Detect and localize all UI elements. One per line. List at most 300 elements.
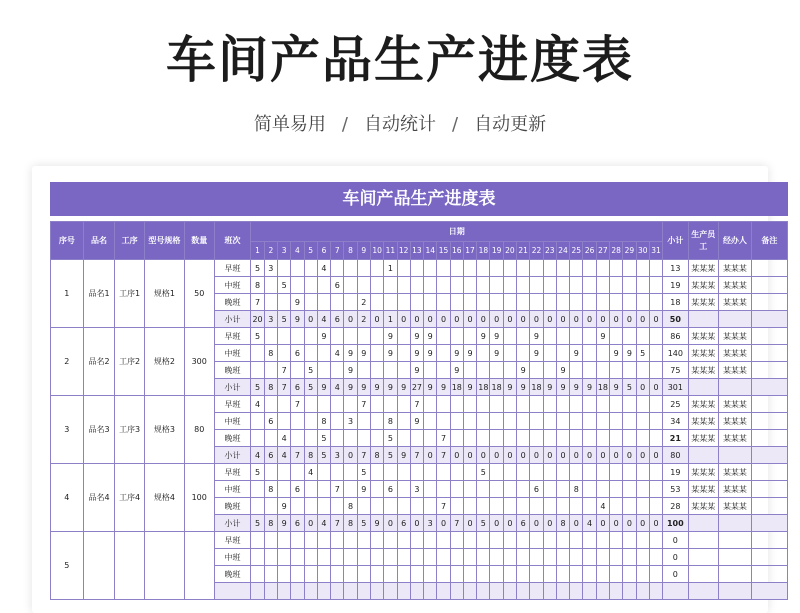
cell-day-value bbox=[304, 260, 317, 277]
cell-day-value bbox=[583, 566, 596, 583]
cell-day-value: 3 bbox=[331, 447, 344, 464]
cell-day-value: 0 bbox=[570, 311, 583, 328]
cell-day-value: 8 bbox=[264, 379, 277, 396]
cell-day-value: 9 bbox=[450, 345, 463, 362]
cell-day-value bbox=[331, 583, 344, 600]
header-day: 15 bbox=[437, 242, 450, 260]
cell-day-value bbox=[503, 430, 516, 447]
cell-day-value bbox=[277, 583, 290, 600]
cell-day-value bbox=[477, 396, 490, 413]
cell-handler: 某某某 bbox=[719, 294, 752, 311]
cell-day-value bbox=[317, 277, 330, 294]
cell-day-value bbox=[530, 396, 543, 413]
cell-day-value: 9 bbox=[424, 345, 437, 362]
cell-day-value bbox=[397, 498, 410, 515]
cell-day-value bbox=[424, 481, 437, 498]
cell-day-value: 0 bbox=[583, 447, 596, 464]
cell-remark bbox=[751, 532, 787, 549]
cell-day-value: 4 bbox=[304, 464, 317, 481]
cell-day-value bbox=[424, 549, 437, 566]
cell-day-value bbox=[317, 549, 330, 566]
cell-day-value bbox=[636, 328, 649, 345]
cell-day-value bbox=[463, 396, 476, 413]
cell-day-value bbox=[357, 328, 370, 345]
cell-day-value bbox=[291, 464, 304, 481]
cell-day-value: 0 bbox=[490, 515, 503, 532]
cell-day-value bbox=[397, 345, 410, 362]
cell-day-value bbox=[490, 413, 503, 430]
cell-day-value bbox=[251, 549, 264, 566]
header-process: 工序 bbox=[115, 222, 145, 260]
cell-day-value bbox=[610, 396, 623, 413]
cell-day-value bbox=[463, 328, 476, 345]
cell-day-value bbox=[517, 260, 530, 277]
cell-day-value: 0 bbox=[503, 311, 516, 328]
cell-day-value bbox=[397, 566, 410, 583]
cell-day-value bbox=[570, 328, 583, 345]
cell-day-value bbox=[517, 583, 530, 600]
header-day: 25 bbox=[570, 242, 583, 260]
header-day: 6 bbox=[317, 242, 330, 260]
cell-day-value bbox=[556, 328, 569, 345]
cell-day-value bbox=[450, 532, 463, 549]
cell-day-value bbox=[503, 413, 516, 430]
cell-day-value bbox=[251, 430, 264, 447]
cell-day-value bbox=[370, 362, 383, 379]
cell-day-value: 9 bbox=[530, 345, 543, 362]
cell-day-value: 5 bbox=[477, 515, 490, 532]
cell-handler: 某某某 bbox=[719, 430, 752, 447]
cell-day-value bbox=[437, 260, 450, 277]
cell-day-value bbox=[583, 260, 596, 277]
cell-day-value bbox=[570, 583, 583, 600]
cell-day-value bbox=[410, 583, 423, 600]
cell-day-value: 0 bbox=[556, 311, 569, 328]
cell-day-value: 9 bbox=[397, 379, 410, 396]
cell-day-value: 8 bbox=[264, 481, 277, 498]
header-day: 23 bbox=[543, 242, 556, 260]
cell-day-value: 0 bbox=[410, 515, 423, 532]
cell-day-value bbox=[610, 464, 623, 481]
cell-day-value bbox=[649, 549, 662, 566]
cell-day-value bbox=[556, 549, 569, 566]
cell-handler bbox=[719, 566, 752, 583]
cell-day-value bbox=[570, 260, 583, 277]
cell-shift: 中班 bbox=[214, 549, 251, 566]
cell-day-value bbox=[530, 294, 543, 311]
cell-day-value: 6 bbox=[291, 515, 304, 532]
cell-day-value: 4 bbox=[331, 345, 344, 362]
cell-day-value bbox=[649, 583, 662, 600]
cell-day-value: 0 bbox=[424, 311, 437, 328]
cell-day-value: 7 bbox=[357, 447, 370, 464]
cell-day-value bbox=[623, 362, 636, 379]
cell-day-value bbox=[583, 532, 596, 549]
cell-day-value bbox=[317, 362, 330, 379]
cell-day-value bbox=[610, 549, 623, 566]
table-row bbox=[51, 260, 788, 277]
cell-day-value bbox=[450, 566, 463, 583]
cell-day-value: 3 bbox=[264, 260, 277, 277]
cell-day-value bbox=[503, 362, 516, 379]
cell-day-value: 0 bbox=[556, 447, 569, 464]
cell-shift: 中班 bbox=[214, 413, 251, 430]
cell-day-value bbox=[530, 583, 543, 600]
cell-day-value bbox=[304, 583, 317, 600]
cell-day-value: 2 bbox=[357, 311, 370, 328]
cell-day-value bbox=[623, 328, 636, 345]
cell-day-value: 9 bbox=[463, 379, 476, 396]
cell-day-value bbox=[649, 430, 662, 447]
cell-handler: 某某某 bbox=[719, 277, 752, 294]
cell-day-value bbox=[410, 430, 423, 447]
cell-day-value bbox=[277, 532, 290, 549]
cell-day-value: 3 bbox=[424, 515, 437, 532]
cell-day-value: 8 bbox=[264, 515, 277, 532]
cell-remark bbox=[751, 277, 787, 294]
cell-day-value bbox=[477, 532, 490, 549]
cell-day-value bbox=[649, 481, 662, 498]
cell-day-value: 9 bbox=[397, 447, 410, 464]
cell-day-value bbox=[331, 260, 344, 277]
cell-day-value bbox=[277, 260, 290, 277]
cell-day-value bbox=[463, 481, 476, 498]
cell-day-value: 0 bbox=[649, 379, 662, 396]
cell-day-value: 18 bbox=[530, 379, 543, 396]
cell-total: 80 bbox=[663, 447, 688, 464]
cell-day-value bbox=[490, 549, 503, 566]
cell-day-value: 0 bbox=[543, 515, 556, 532]
cell-day-value: 18 bbox=[477, 379, 490, 396]
cell-day-value bbox=[570, 464, 583, 481]
cell-day-value: 6 bbox=[517, 515, 530, 532]
cell-day-value bbox=[583, 583, 596, 600]
cell-shift: 早班 bbox=[214, 396, 251, 413]
cell-shift: 小计 bbox=[214, 311, 251, 328]
cell-day-value bbox=[384, 277, 397, 294]
cell-day-value bbox=[596, 549, 609, 566]
cell-day-value bbox=[477, 566, 490, 583]
cell-day-value bbox=[357, 583, 370, 600]
cell-day-value bbox=[331, 396, 344, 413]
cell-shift: 中班 bbox=[214, 277, 251, 294]
table-row bbox=[51, 396, 788, 413]
cell-day-value bbox=[636, 294, 649, 311]
cell-day-value bbox=[264, 566, 277, 583]
cell-day-value: 5 bbox=[251, 328, 264, 345]
cell-remark bbox=[751, 583, 787, 600]
progress-table bbox=[50, 221, 788, 600]
cell-day-value bbox=[437, 583, 450, 600]
cell-day-value bbox=[517, 413, 530, 430]
cell-day-value bbox=[397, 430, 410, 447]
cell-total: 0 bbox=[663, 532, 688, 549]
cell-day-value: 0 bbox=[596, 311, 609, 328]
cell-day-value bbox=[623, 566, 636, 583]
cell-day-value bbox=[570, 430, 583, 447]
cell-worker: 某某某 bbox=[688, 481, 719, 498]
cell-day-value: 5 bbox=[317, 430, 330, 447]
cell-day-value: 0 bbox=[437, 311, 450, 328]
cell-day-value: 0 bbox=[490, 311, 503, 328]
cell-day-value bbox=[583, 396, 596, 413]
cell-day-value bbox=[517, 294, 530, 311]
cell-spec: 规格4 bbox=[144, 464, 184, 532]
cell-day-value bbox=[596, 464, 609, 481]
cell-day-value bbox=[490, 260, 503, 277]
cell-day-value bbox=[424, 396, 437, 413]
cell-day-value: 8 bbox=[344, 515, 357, 532]
cell-day-value bbox=[583, 413, 596, 430]
cell-day-value bbox=[556, 532, 569, 549]
cell-day-value: 7 bbox=[437, 498, 450, 515]
cell-day-value bbox=[370, 328, 383, 345]
header-day: 24 bbox=[556, 242, 569, 260]
cell-day-value bbox=[291, 532, 304, 549]
cell-handler bbox=[719, 549, 752, 566]
cell-day-value: 8 bbox=[344, 498, 357, 515]
cell-spec: 规格1 bbox=[144, 260, 184, 328]
cell-day-value: 0 bbox=[463, 515, 476, 532]
cell-day-value bbox=[556, 430, 569, 447]
cell-day-value bbox=[251, 498, 264, 515]
cell-day-value bbox=[596, 277, 609, 294]
cell-day-value bbox=[583, 328, 596, 345]
cell-day-value bbox=[344, 277, 357, 294]
header-day: 14 bbox=[424, 242, 437, 260]
cell-day-value bbox=[317, 481, 330, 498]
cell-day-value: 0 bbox=[503, 447, 516, 464]
cell-day-value bbox=[570, 362, 583, 379]
cell-day-value bbox=[370, 532, 383, 549]
cell-day-value: 0 bbox=[649, 447, 662, 464]
cell-day-value bbox=[384, 549, 397, 566]
cell-day-value bbox=[291, 498, 304, 515]
header-day: 27 bbox=[596, 242, 609, 260]
cell-day-value bbox=[649, 294, 662, 311]
cell-day-value: 5 bbox=[623, 379, 636, 396]
cell-day-value bbox=[251, 566, 264, 583]
cell-shift: 小计 bbox=[214, 379, 251, 396]
cell-day-value bbox=[251, 362, 264, 379]
cell-day-value: 9 bbox=[317, 379, 330, 396]
cell-day-value bbox=[596, 294, 609, 311]
cell-day-value bbox=[463, 549, 476, 566]
cell-day-value bbox=[503, 532, 516, 549]
cell-day-value: 6 bbox=[291, 481, 304, 498]
cell-remark bbox=[751, 481, 787, 498]
cell-day-value bbox=[397, 294, 410, 311]
tag-separator: / bbox=[341, 114, 348, 135]
cell-remark bbox=[751, 498, 787, 515]
cell-day-value: 7 bbox=[251, 294, 264, 311]
cell-handler bbox=[719, 515, 752, 532]
cell-day-value bbox=[331, 566, 344, 583]
cell-day-value: 9 bbox=[477, 328, 490, 345]
cell-day-value bbox=[304, 294, 317, 311]
cell-day-value bbox=[384, 464, 397, 481]
cell-day-value bbox=[543, 498, 556, 515]
cell-day-value: 6 bbox=[384, 481, 397, 498]
header-day: 12 bbox=[397, 242, 410, 260]
spreadsheet-preview bbox=[32, 166, 778, 613]
cell-day-value bbox=[490, 532, 503, 549]
cell-day-value bbox=[264, 430, 277, 447]
cell-worker bbox=[688, 515, 719, 532]
page-title: 车间产品生产进度表 bbox=[166, 31, 634, 89]
cell-day-value: 9 bbox=[317, 328, 330, 345]
cell-day-value: 0 bbox=[450, 447, 463, 464]
cell-handler: 某某某 bbox=[719, 260, 752, 277]
cell-shift bbox=[214, 583, 251, 600]
cell-day-value bbox=[477, 345, 490, 362]
cell-day-value bbox=[490, 583, 503, 600]
cell-day-value: 0 bbox=[477, 447, 490, 464]
cell-day-value bbox=[517, 396, 530, 413]
header-day: 1 bbox=[251, 242, 264, 260]
cell-day-value bbox=[424, 464, 437, 481]
cell-day-value: 9 bbox=[570, 345, 583, 362]
cell-day-value bbox=[370, 481, 383, 498]
cell-shift: 小计 bbox=[214, 447, 251, 464]
cell-day-value bbox=[370, 583, 383, 600]
cell-day-value bbox=[264, 277, 277, 294]
cell-day-value: 9 bbox=[450, 362, 463, 379]
cell-remark bbox=[751, 549, 787, 566]
cell-day-value bbox=[437, 396, 450, 413]
cell-day-value bbox=[384, 396, 397, 413]
cell-day-value bbox=[649, 328, 662, 345]
cell-day-value bbox=[450, 481, 463, 498]
feature-tag: 简单易用 bbox=[253, 114, 326, 135]
cell-day-value bbox=[304, 549, 317, 566]
cell-worker: 某某某 bbox=[688, 277, 719, 294]
cell-day-value bbox=[649, 566, 662, 583]
cell-day-value bbox=[424, 498, 437, 515]
cell-worker: 某某某 bbox=[688, 498, 719, 515]
cell-day-value: 0 bbox=[503, 515, 516, 532]
cell-day-value: 0 bbox=[543, 311, 556, 328]
cell-handler bbox=[719, 447, 752, 464]
cell-day-value bbox=[331, 498, 344, 515]
cell-day-value bbox=[264, 396, 277, 413]
cell-day-value bbox=[503, 345, 516, 362]
header-index: 序号 bbox=[51, 222, 84, 260]
cell-day-value bbox=[344, 532, 357, 549]
cell-day-value bbox=[570, 549, 583, 566]
cell-day-value bbox=[543, 260, 556, 277]
header-day: 16 bbox=[450, 242, 463, 260]
cell-day-value bbox=[357, 566, 370, 583]
cell-day-value: 9 bbox=[291, 311, 304, 328]
cell-day-value: 9 bbox=[610, 379, 623, 396]
cell-day-value bbox=[636, 583, 649, 600]
cell-day-value bbox=[636, 566, 649, 583]
cell-shift: 中班 bbox=[214, 345, 251, 362]
cell-day-value bbox=[570, 498, 583, 515]
cell-day-value bbox=[384, 498, 397, 515]
cell-product: 品名1 bbox=[83, 260, 115, 328]
cell-day-value: 5 bbox=[384, 447, 397, 464]
cell-total: 21 bbox=[663, 430, 688, 447]
cell-index: 1 bbox=[51, 260, 84, 328]
cell-day-value bbox=[517, 566, 530, 583]
cell-day-value bbox=[610, 260, 623, 277]
cell-day-value: 0 bbox=[636, 515, 649, 532]
cell-day-value bbox=[331, 549, 344, 566]
cell-day-value bbox=[503, 498, 516, 515]
cell-index: 2 bbox=[51, 328, 84, 396]
cell-day-value bbox=[530, 549, 543, 566]
cell-day-value: 9 bbox=[424, 328, 437, 345]
cell-day-value bbox=[384, 566, 397, 583]
cell-day-value bbox=[556, 481, 569, 498]
cell-day-value bbox=[649, 396, 662, 413]
cell-day-value bbox=[463, 498, 476, 515]
cell-day-value bbox=[357, 260, 370, 277]
cell-handler: 某某某 bbox=[719, 328, 752, 345]
cell-handler: 某某某 bbox=[719, 413, 752, 430]
cell-shift: 小计 bbox=[214, 515, 251, 532]
cell-day-value: 5 bbox=[277, 311, 290, 328]
cell-day-value bbox=[384, 532, 397, 549]
cell-day-value bbox=[370, 345, 383, 362]
feature-tag: 自动更新 bbox=[474, 114, 547, 135]
cell-day-value bbox=[317, 566, 330, 583]
cell-worker: 某某某 bbox=[688, 413, 719, 430]
cell-day-value: 7 bbox=[437, 430, 450, 447]
cell-day-value bbox=[517, 277, 530, 294]
cell-day-value bbox=[277, 294, 290, 311]
cell-day-value: 5 bbox=[357, 464, 370, 481]
cell-day-value bbox=[264, 549, 277, 566]
cell-day-value bbox=[437, 294, 450, 311]
cell-day-value bbox=[463, 566, 476, 583]
cell-day-value bbox=[649, 413, 662, 430]
cell-day-value bbox=[424, 566, 437, 583]
cell-day-value: 7 bbox=[277, 362, 290, 379]
cell-day-value bbox=[570, 396, 583, 413]
cell-worker: 某某某 bbox=[688, 294, 719, 311]
cell-day-value bbox=[490, 498, 503, 515]
cell-day-value bbox=[317, 583, 330, 600]
cell-day-value bbox=[450, 328, 463, 345]
header-remark: 备注 bbox=[751, 222, 787, 260]
cell-day-value bbox=[424, 362, 437, 379]
cell-qty: 100 bbox=[184, 464, 214, 532]
header-day: 8 bbox=[344, 242, 357, 260]
cell-index: 4 bbox=[51, 464, 84, 532]
cell-day-value bbox=[344, 481, 357, 498]
cell-day-value bbox=[570, 532, 583, 549]
cell-day-value: 5 bbox=[251, 464, 264, 481]
cell-day-value: 3 bbox=[410, 481, 423, 498]
cell-day-value bbox=[370, 413, 383, 430]
cell-day-value bbox=[477, 413, 490, 430]
cell-day-value bbox=[490, 294, 503, 311]
cell-day-value bbox=[317, 294, 330, 311]
cell-handler: 某某某 bbox=[719, 481, 752, 498]
cell-day-value: 9 bbox=[556, 379, 569, 396]
cell-day-value bbox=[437, 328, 450, 345]
cell-day-value: 9 bbox=[277, 515, 290, 532]
header-day: 18 bbox=[477, 242, 490, 260]
cell-day-value: 9 bbox=[370, 515, 383, 532]
cell-day-value bbox=[517, 328, 530, 345]
cell-day-value: 9 bbox=[583, 379, 596, 396]
cell-remark bbox=[751, 413, 787, 430]
cell-day-value: 5 bbox=[251, 260, 264, 277]
